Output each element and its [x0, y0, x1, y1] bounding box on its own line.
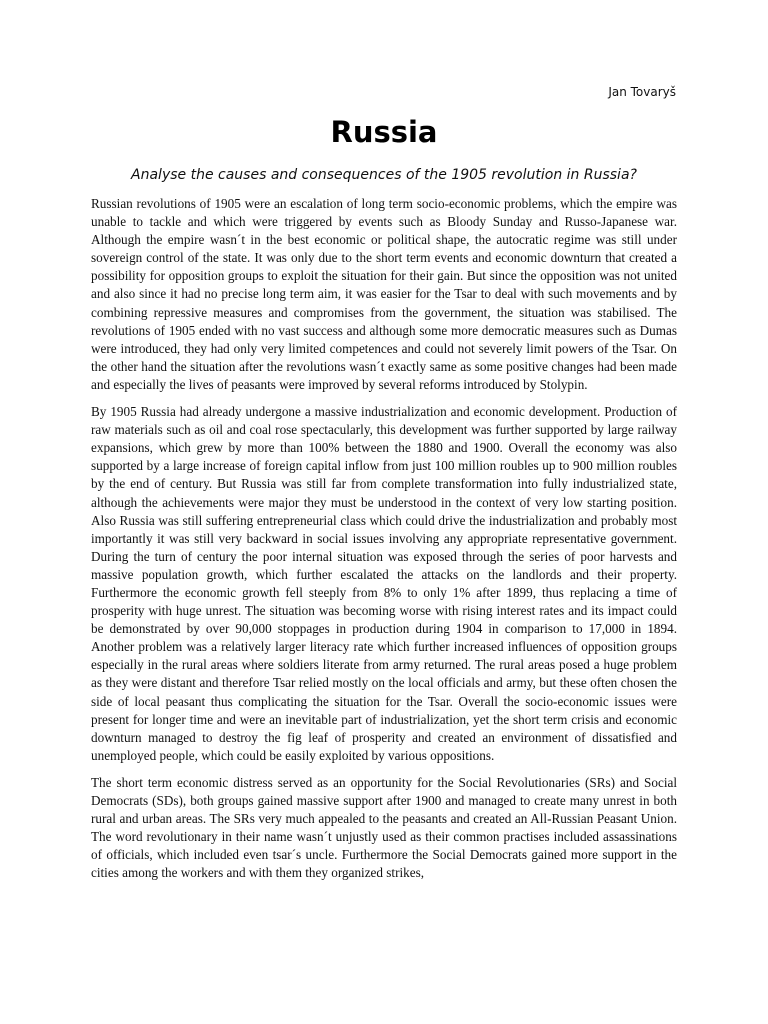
- author-name: Jan Tovaryš: [608, 85, 676, 99]
- paragraph: The short term economic distress served as an opportunity for the Social Revolutionaries (SRs) and Social Democrats (SDs), both groups gained massive support after 1900 and managed to create many unrest in both rural and urban areas. The SRs very much appealed to the peasants and created an All-Russian Peasant Union. The word revolutionary in their name wasn´t unjustly used as their common practises included assassinations of officials, which included even tsar´s uncle. Furthermore the Social Democrats gained more support in the cities among the workers and with them they organized strikes,: [91, 774, 677, 881]
- page-title: Russia: [330, 115, 438, 149]
- essay-question: Analyse the causes and consequences of the 1905 revolution in Russia?: [131, 167, 637, 183]
- paragraph: Russian revolutions of 1905 were an escalation of long term socio-economic problems, which the empire was unable to tackle and which were triggered by events such as Bloody Sunday and Russo-Japanese war. Although the empire wasn´t in the best economic or political shape, the autocratic regime was still under sovereign control of the state. It was only due to the short term events and economic downturn that created a possibility for opposition groups to exploit the situation for their gain. But since the opposition was not united and also since it had no precise long term aim, it was easier for the Tsar to deal with such movements and by combining repressive measures and compromises from the government, the situation was stabilised. The revolutions of 1905 ended with no vast success and although some more democratic measures such as Dumas were introduced, they had only very limited competences and could not severely limit powers of the Tsar. On the other hand the situation after the revolutions wasn´t exactly same as some positive changes had been made and especially the lives of peasants were improved by several reforms introduced by Stolypin.: [91, 196, 677, 392]
- paragraph: By 1905 Russia had already undergone a massive industrialization and economic development. Production of raw materials such as oil and coal rose spectacularly, this development was further supported by large railway expansions, which grew by more than 100% between the 1880 and 1900. Overall the economy was also supported by a large increase of foreign capital inflow from just 100 million roubles up to 900 million roubles by the end of century. But Russia was still far from complete transformation into fully industrialized state, although the achievements were major they must be understood in the context of very low starting position. Also Russia was still suffering entrepreneurial class which could drive the industrialization and probably most importantly it was still very backward in social issues involving any appropriate representative government. During the turn of century the poor internal situation was exposed through the series of poor harvests and massive population growth, which further escalated the attacks on the landlords and their property. Furthermore the economic growth fell steeply from 8% to only 1% after 1899, thus replacing a time of prosperity with huge unrest. The situation was becoming worse with rising interest rates and its impact could be demonstrated by over 90,000 stoppages in production during 1904 in comparison to 17,000 in 1894. Another problem was a relatively larger literacy rate which further increased influences of opposition groups especially in the rural areas where soldiers literate from army returned. The rural areas posed a huge problem as they were distant and therefore Tsar relied mostly on the local officials and army, but these often chosen the side of local peasant thus complicating the situation for the Tsar. Overall the socio-economic issues were present for longer time and were an inevitable part of industrialization, yet the short term crisis and economic downturn managed to destroy the fig leaf of prosperity and created an environment of dissatisfied and unemployed people, which could be easily exploited by various oppositions.: [91, 404, 677, 763]
- essay-body: [91, 195, 677, 891]
